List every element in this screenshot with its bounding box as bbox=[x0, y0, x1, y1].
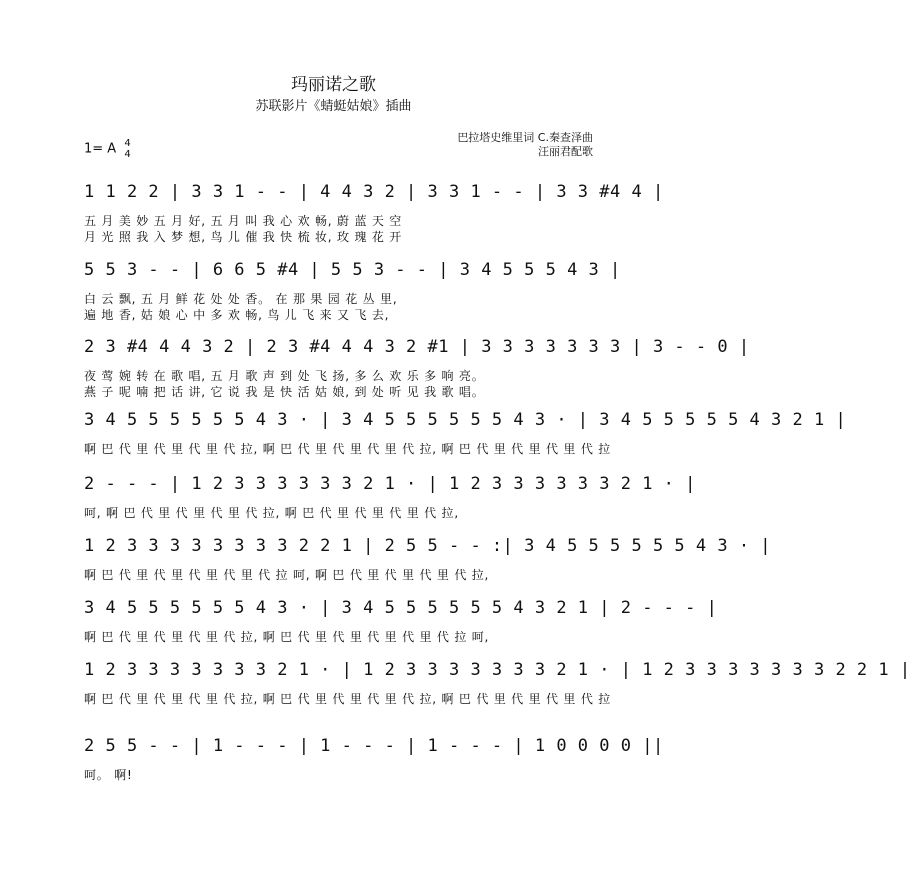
score-row-8-lyrics: 啊 巴 代 里 代 里 代 里 代 拉, 啊 巴 代 里 代 里 代 里 代 拉, 啊 巴 代 里 代 里 代 里 代 拉 bbox=[84, 692, 612, 706]
score-row-9-notes: 2 5 5 - - | 1 - - - | 1 - - - | 1 - - - | 1 0 0 0 0 || bbox=[84, 736, 664, 756]
composer-credit: 巴拉塔史维里词 C.秦查泽曲 bbox=[457, 131, 593, 144]
score-row-3-lyrics-2: 燕 子 呢 喃 把 话 讲, 它 说 我 是 快 活 姑 娘, 到 处 听 见 我 歌 唱。 bbox=[84, 385, 485, 399]
score-row-3-notes: 2 3 #4 4 4 3 2 | 2 3 #4 4 4 3 2 #1 | 3 3 3 3 3 3 3 | 3 - - 0 | bbox=[84, 337, 750, 357]
score-row-2-lyrics-2: 遍 地 香, 姑 娘 心 中 多 欢 畅, 鸟 儿 飞 来 又 飞 去, bbox=[84, 308, 390, 322]
score-row-8-notes: 1 2 3 3 3 3 3 3 3 2 1 · | 1 2 3 3 3 3 3 3 3 2 1 · | 1 2 3 3 3 3 3 3 3 2 2 1 | bbox=[84, 660, 911, 680]
score-row-2-notes: 5 5 3 - - | 6 6 5 #4 | 5 5 3 - - | 3 4 5 5 5 4 3 | bbox=[84, 260, 621, 280]
score-row-3-lyrics-1: 夜 莺 婉 转 在 歌 唱, 五 月 歌 声 到 处 飞 扬, 多 么 欢 乐 多 响 亮。 bbox=[84, 369, 485, 383]
time-signature bbox=[124, 138, 130, 160]
song-subtitle: 苏联影片《蜻蜓姑娘》插曲 bbox=[255, 99, 412, 114]
score-row-7-notes: 3 4 5 5 5 5 5 5 4 3 · | 3 4 5 5 5 5 5 5 4 3 2 1 | 2 - - - | bbox=[84, 598, 718, 618]
score-row-5-notes: 2 - - - | 1 2 3 3 3 3 3 3 2 1 · | 1 2 3 3 3 3 3 3 2 1 · | bbox=[84, 474, 696, 494]
score-row-6-lyrics: 啊 巴 代 里 代 里 代 里 代 里 代 拉 呵, 啊 巴 代 里 代 里 代 里 代 拉, bbox=[84, 568, 490, 582]
key-signature bbox=[84, 138, 131, 160]
score-row-7-lyrics: 啊 巴 代 里 代 里 代 里 代 拉, 啊 巴 代 里 代 里 代 里 代 里 代 拉 呵, bbox=[84, 630, 490, 644]
time-bottom: 4 bbox=[124, 149, 131, 160]
score-row-1-lyrics-2: 月 光 照 我 入 梦 想, 鸟 儿 催 我 快 梳 妆, 玫 瑰 花 开 bbox=[84, 230, 403, 244]
score-row-2-lyrics-1: 白 云 飘, 五 月 鲜 花 处 处 香。 在 那 果 园 花 丛 里, bbox=[84, 292, 398, 306]
score-row-1-notes: 1 1 2 2 | 3 3 1 - - | 4 4 3 2 | 3 3 1 - - | 3 3 #4 4 | bbox=[84, 182, 664, 202]
score-row-9-lyrics: 呵。 啊! bbox=[84, 768, 133, 782]
time-top: 4 bbox=[124, 138, 131, 149]
score-row-5-lyrics: 呵, 啊 巴 代 里 代 里 代 里 代 拉, 啊 巴 代 里 代 里 代 里 代 拉, bbox=[84, 506, 459, 520]
score-row-1-lyrics-1: 五 月 美 妙 五 月 好, 五 月 叫 我 心 欢 畅, 蔚 蓝 天 空 bbox=[84, 214, 403, 228]
score-row-6-notes: 1 2 3 3 3 3 3 3 3 3 2 2 1 | 2 5 5 - - :| 3 4 5 5 5 5 5 5 4 3 · | bbox=[84, 536, 772, 556]
score-row-4-notes: 3 4 5 5 5 5 5 5 4 3 · | 3 4 5 5 5 5 5 5 4 3 · | 3 4 5 5 5 5 5 4 3 2 1 | bbox=[84, 410, 847, 430]
song-title: 玛丽诺之歌 bbox=[291, 75, 376, 95]
arranger-credit: 汪丽君配歌 bbox=[538, 145, 593, 158]
key-label: 1= A bbox=[84, 141, 117, 157]
score-row-4-lyrics: 啊 巴 代 里 代 里 代 里 代 拉, 啊 巴 代 里 代 里 代 里 代 拉, 啊 巴 代 里 代 里 代 里 代 拉 bbox=[84, 442, 612, 456]
